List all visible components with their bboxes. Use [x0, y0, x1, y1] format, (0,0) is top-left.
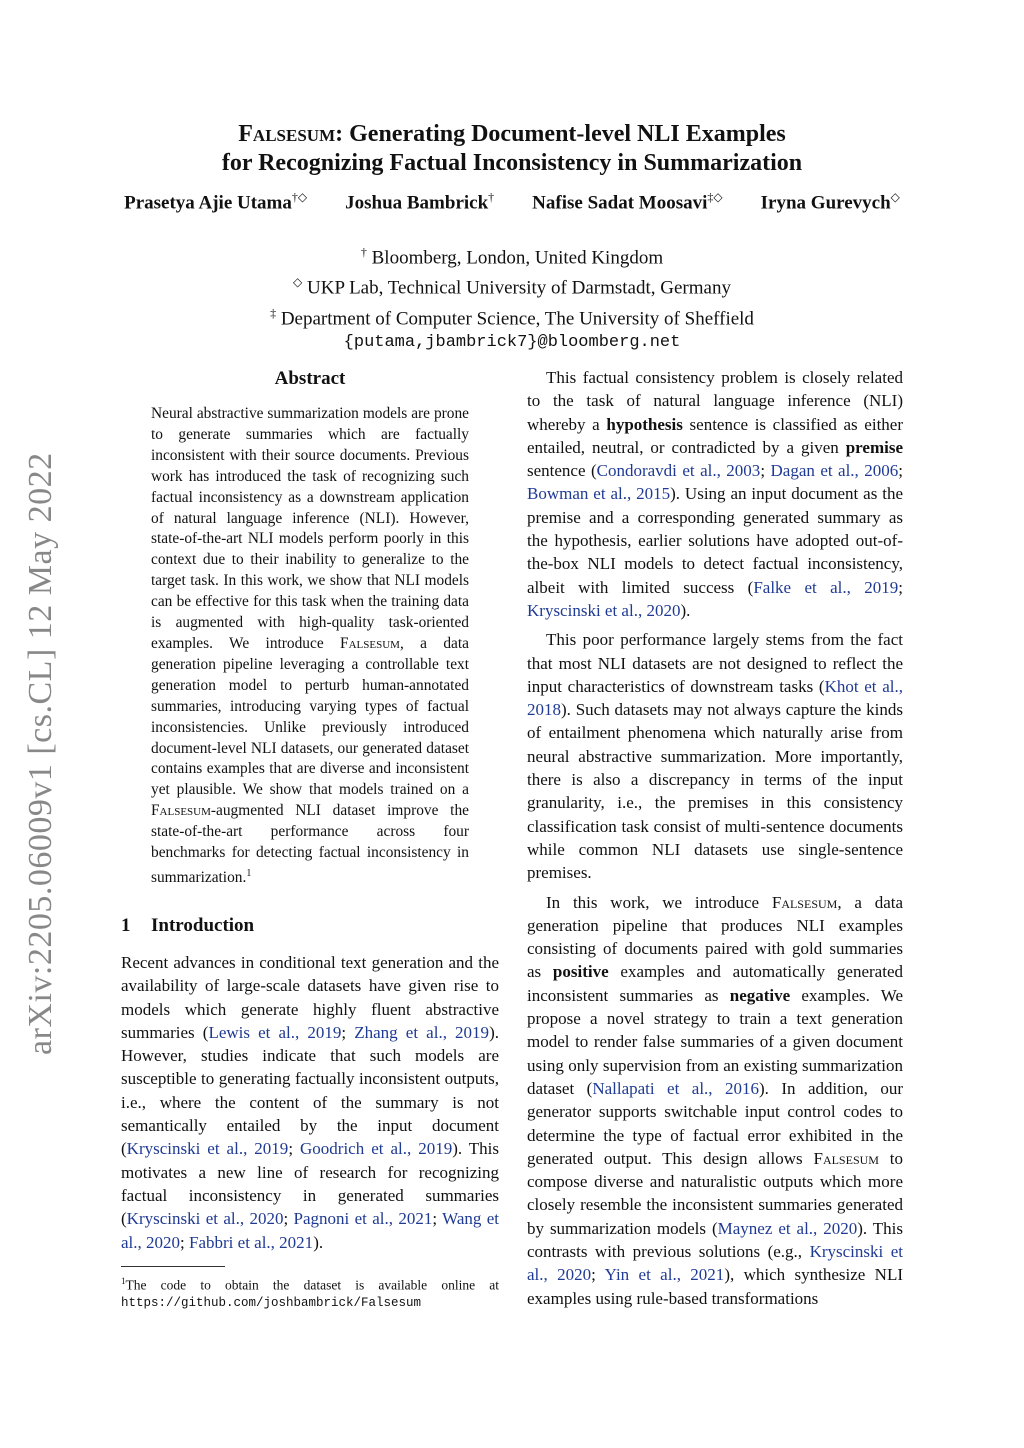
- footnote-marker: 1: [246, 867, 252, 879]
- paper-title: [100, 120, 924, 178]
- citation-link[interactable]: Condoravdi et al., 2003: [596, 461, 761, 481]
- citation-link[interactable]: Nallapati et al., 2016: [592, 1078, 759, 1098]
- arxiv-side-stamp: arXiv:2205.06009v1 [cs.CL] 12 May 2022: [22, 452, 59, 1055]
- citation-link[interactable]: Kryscinski et al., 2020: [527, 1241, 903, 1285]
- footnote: $^1$The code to obtain the dataset is available online at https://github.com/joshbambrick/Falsesum: [121, 1275, 499, 1311]
- abstract-text: Neural abstractive summarization models are prone to generate summaries which are factually inconsistent with their source documents. Previous work has introduced the task of recognizing such factual inconsistency as a downstream application of natural language inference (NLI). However, state-of-the-art NLI models perform poorly in this context due to their inability to generalize to the target task. In this work, we show that NLI models can be effective for this task when the training data is augmented with high-quality task-oriented examples. We introduce Falsesum, a data generation pipeline leveraging a controllable text generation model to perturb human-annotated summaries, introducing varying types of factual inconsistencies. Unlike previously introduced document-level NLI datasets, our generated dataset contains examples that are diverse and inconsistent yet plausible. We show that models trained on a Falsesum-augmented NLI dataset improve the state-of-the-art performance across four benchmarks for detecting factual inconsistency in summarization.$^1$: [151, 405, 469, 887]
- citation-link[interactable]: Kryscinski et al., 2020: [126, 1209, 284, 1229]
- title-line-1: Falsesum: Generating Document-level NLI Examples: [238, 121, 786, 147]
- citation-link[interactable]: Wang et al., 2020: [121, 1209, 500, 1252]
- right-column: [527, 366, 903, 1310]
- left-column: [121, 366, 499, 1312]
- section-heading-introduction: 1 Introduction: [121, 914, 255, 936]
- citation-link[interactable]: Fabbri et al., 2021: [189, 1232, 314, 1252]
- citation-link[interactable]: Lewis et al., 2019: [208, 1022, 342, 1042]
- author: Iryna Gurevych◇: [760, 190, 900, 214]
- citation-link[interactable]: Yin et al., 2021: [604, 1265, 725, 1285]
- body-paragraph: This factual consistency problem is closely related to the task of natural language inference (NLI) whereby a hypothesis sentence is classified as either entailed, neutral, or contradicted by a given premise sentence (Condoravdi et al., 2003; Dagan et al., 2006; Bowman et al., 2015). Using an input document as the premise and a corresponding generated summary as the hypothesis, earlier solutions have adopted out-of-the-box NLI models to detect factual inconsistency, albeit with limited success (Falke et al., 2019; Kryscinski et al., 2020).: [527, 368, 903, 620]
- footnote-rule: [121, 1266, 225, 1267]
- citation-link[interactable]: Kryscinski et al., 2019: [126, 1139, 289, 1159]
- body-paragraph: In this work, we introduce Falsesum, a data generation pipeline that produces NLI examples consisting of documents paired with gold summaries as positive examples and automatically generated inconsistent summaries as negative examples. We propose a novel strategy to train a text generation model to render false summaries of a given document using only supervision from an existing summarization dataset (Nallapati et al., 2016). In addition, our generator supports switchable input control codes to determine the type of factual error exhibited in the generated output. This design allows Falsesum to compose diverse and naturalistic outputs which more closely resemble the inconsistent summaries generated by summarization models (Maynez et al., 2020). This contrasts with previous solutions (e.g., Kryscinski et al., 2020; Yin et al., 2021), which synthesize NLI examples using rule-based transformations: [527, 892, 904, 1308]
- footnote-url-link[interactable]: https://github.com/joshbambrick/Falsesum: [121, 1296, 422, 1311]
- affiliation: ‡ Department of Computer Science, The University of Sheffield: [270, 305, 754, 329]
- citation-link[interactable]: Khot et al., 2018: [527, 676, 903, 720]
- author-list: [100, 190, 924, 214]
- title-line-2: for Recognizing Factual Inconsistency in Summarization: [221, 150, 803, 176]
- citation-link[interactable]: Pagnoni et al., 2021: [293, 1209, 433, 1229]
- citation-link[interactable]: Bowman et al., 2015: [527, 484, 671, 504]
- affiliation: ◇ UKP Lab, Technical University of Darmstadt, Germany: [293, 275, 731, 299]
- author: Joshua Bambrick†: [345, 190, 495, 214]
- citation-link[interactable]: Zhang et al., 2019: [354, 1022, 490, 1042]
- citation-link[interactable]: Dagan et al., 2006: [770, 461, 899, 481]
- citation-link[interactable]: Goodrich et al., 2019: [300, 1139, 453, 1159]
- body-paragraph: This poor performance largely stems from the fact that most NLI datasets are not designed to reflect the input characteristics of downstream tasks (Khot et al., 2018). Such datasets may not always capture the kinds of entailment phenomena which naturally arise from neural abstractive summarization. More importantly, there is also a discrepancy in terms of the input granularity, i.e., the premises in this consistency classification task consist of multi-sentence documents while common NLI datasets use single-sentence premises.: [527, 630, 903, 883]
- author: Nafise Sadat Moosavi‡◇: [532, 190, 723, 214]
- affiliation: † Bloomberg, London, United Kingdom: [360, 245, 664, 269]
- citation-link[interactable]: Falke et al., 2019: [753, 577, 899, 597]
- title-system-name: Falsesum: [238, 121, 336, 147]
- abstract-heading: Abstract: [274, 368, 346, 389]
- citation-link[interactable]: Kryscinski et al., 2020: [527, 600, 681, 620]
- contact-email: {putama,jbambrick7}@bloomberg.net: [343, 332, 681, 352]
- citation-link[interactable]: Maynez et al., 2020: [717, 1218, 858, 1238]
- intro-paragraph: Recent advances in conditional text generation and the availability of large-scale datasets have given rise to models which generate highly fluent abstractive summaries (Lewis et al., 2019; Zhang et al., 2019). However, studies indicate that such models are susceptible to generating factually inconsistent outputs, i.e., where the content of the summary is not semantically entailed by the input document (Kryscinski et al., 2019; Goodrich et al., 2019). This motivates a new line of research for recognizing factual inconsistency in generated summaries (Kryscinski et al., 2020; Pagnoni et al., 2021; Wang et al., 2020; Fabbri et al., 2021).: [121, 952, 500, 1252]
- author: Prasetya Ajie Utama†◇: [124, 190, 308, 214]
- affiliations: [100, 240, 924, 355]
